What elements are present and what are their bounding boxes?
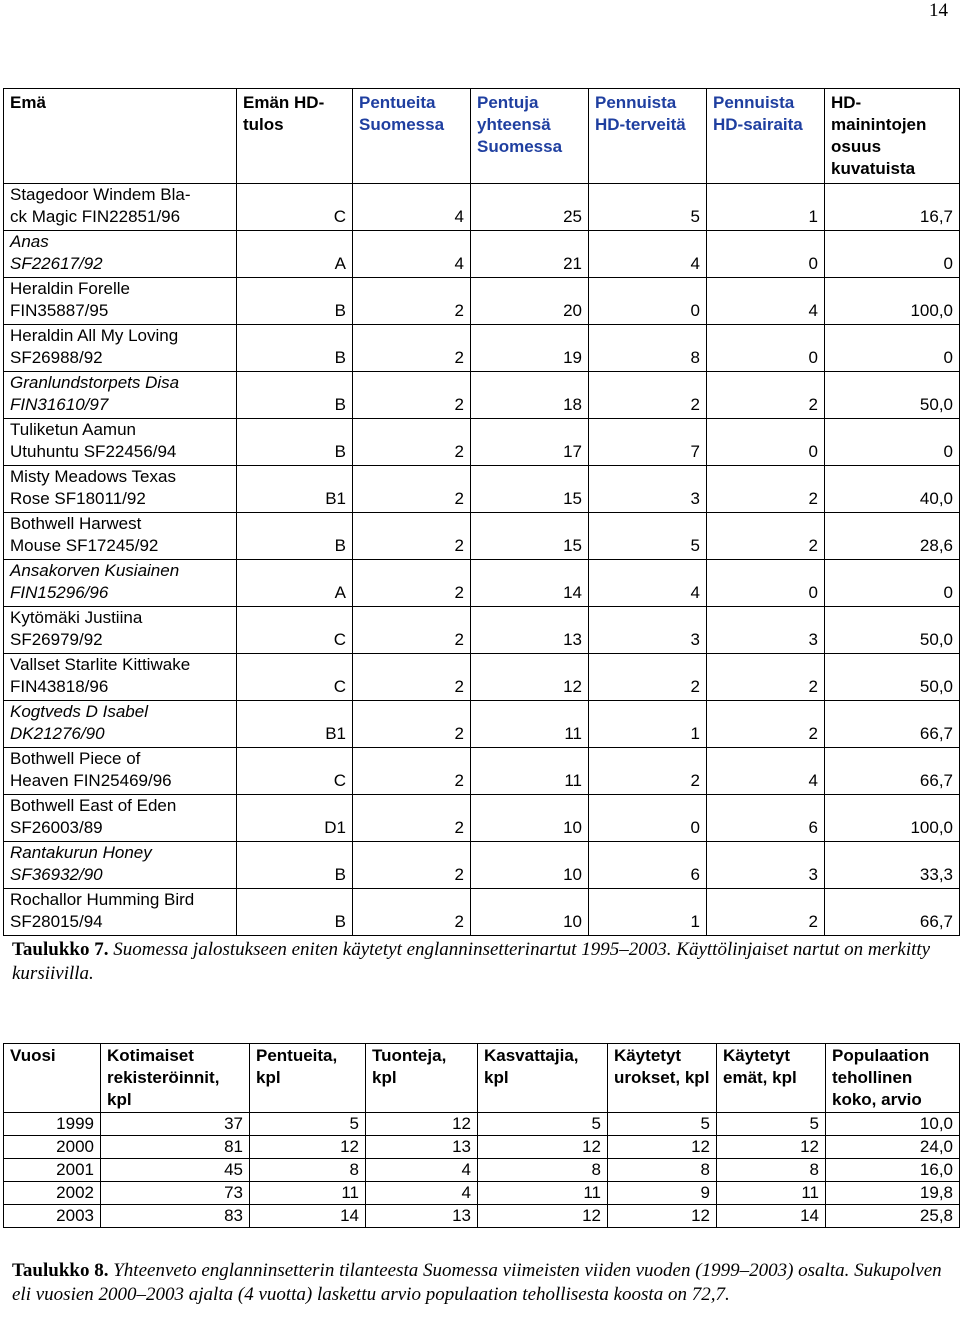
dam-name-cell	[4, 560, 237, 607]
effective-size-cell: 16,0	[826, 1159, 960, 1182]
dam-name-line-2: SF26979/92	[10, 630, 103, 649]
breeders-cell: 5	[478, 1113, 608, 1136]
table-row	[4, 184, 960, 231]
registrations-cell: 73	[101, 1182, 250, 1205]
table-7-caption	[12, 938, 942, 986]
pups-cell: 21	[471, 231, 589, 278]
share-cell: 40,0	[825, 466, 960, 513]
dam-name-cell	[4, 325, 237, 372]
table-row	[4, 278, 960, 325]
share-cell: 100,0	[825, 795, 960, 842]
table-8-header-dams: Käytetyt emät, kpl	[717, 1044, 826, 1113]
dam-name-line-2: FIN35887/95	[10, 301, 109, 320]
pups-cell: 10	[471, 842, 589, 889]
table-row	[4, 1205, 960, 1228]
healthy-cell: 2	[589, 372, 707, 419]
dam-hd-cell: A	[237, 560, 353, 607]
healthy-cell: 2	[589, 748, 707, 795]
share-cell: 66,7	[825, 701, 960, 748]
dam-name-line-1: Granlundstorpets Disa	[10, 373, 180, 392]
dam-hd-cell: B1	[237, 701, 353, 748]
dam-name-cell	[4, 184, 237, 231]
pups-cell: 17	[471, 419, 589, 466]
dam-name-cell	[4, 231, 237, 278]
sires-cell: 5	[608, 1113, 717, 1136]
dam-hd-cell: B	[237, 513, 353, 560]
litters-cell: 2	[353, 560, 471, 607]
dam-name-line-1: Kogtveds D Isabel	[10, 702, 148, 721]
dams-cell: 14	[717, 1205, 826, 1228]
share-cell: 0	[825, 419, 960, 466]
dam-name-cell	[4, 889, 237, 936]
healthy-cell: 5	[589, 513, 707, 560]
table-row	[4, 372, 960, 419]
pups-cell: 15	[471, 466, 589, 513]
table-8-caption-label: Taulukko 8.	[12, 1260, 109, 1281]
dam-name-line-2: SF28015/94	[10, 912, 103, 931]
litters-cell: 2	[353, 513, 471, 560]
table-8-header-sires: Käytetyt urokset, kpl	[608, 1044, 717, 1113]
dam-name-line-2: Mouse SF17245/92	[10, 536, 159, 555]
dam-name-line-1: Heraldin Forelle	[10, 279, 130, 298]
table-7-caption-text: Suomessa jalostukseen eniten käytetyt englanninsetterinartut 1995–2003. Käyttölinjaiset nartut on merkitty kursiivilla.	[12, 939, 931, 984]
dam-name-line-2: Rose SF18011/92	[10, 489, 146, 508]
dam-hd-cell: B	[237, 889, 353, 936]
dams-cell: 8	[717, 1159, 826, 1182]
dam-name-cell	[4, 842, 237, 889]
dam-hd-cell: A	[237, 231, 353, 278]
registrations-cell: 45	[101, 1159, 250, 1182]
pups-cell: 20	[471, 278, 589, 325]
healthy-cell: 1	[589, 889, 707, 936]
sires-cell: 12	[608, 1136, 717, 1159]
imports-cell: 4	[366, 1159, 478, 1182]
healthy-cell: 0	[589, 278, 707, 325]
table-row	[4, 513, 960, 560]
dam-hd-cell: C	[237, 607, 353, 654]
healthy-cell: 6	[589, 842, 707, 889]
dam-name-line-2: Utuhuntu SF22456/94	[10, 442, 177, 461]
dam-name-cell	[4, 513, 237, 560]
table-7-header-dam-hd: Emän HD-tulos	[237, 89, 353, 184]
share-cell: 50,0	[825, 372, 960, 419]
table-8-header-row	[4, 1044, 960, 1113]
dam-name-line-2: SF26988/92	[10, 348, 103, 367]
effective-size-cell: 19,8	[826, 1182, 960, 1205]
pups-cell: 13	[471, 607, 589, 654]
table-7-caption-label: Taulukko 7.	[12, 939, 109, 960]
table-row	[4, 466, 960, 513]
table-row	[4, 654, 960, 701]
table-8-header-breeders: Kasvattajia, kpl	[478, 1044, 608, 1113]
imports-cell: 13	[366, 1205, 478, 1228]
pups-cell: 12	[471, 654, 589, 701]
dam-name-line-1: Bothwell Harwest	[10, 514, 142, 533]
table-8-header-effective-size: Populaation tehollinen koko, arvio	[826, 1044, 960, 1113]
healthy-cell: 2	[589, 654, 707, 701]
pups-cell: 19	[471, 325, 589, 372]
pups-cell: 10	[471, 795, 589, 842]
share-cell: 66,7	[825, 889, 960, 936]
share-cell: 0	[825, 560, 960, 607]
sick-cell: 6	[707, 795, 825, 842]
effective-size-cell: 10,0	[826, 1113, 960, 1136]
healthy-cell: 8	[589, 325, 707, 372]
sick-cell: 2	[707, 466, 825, 513]
dam-name-cell	[4, 419, 237, 466]
healthy-cell: 0	[589, 795, 707, 842]
dam-name-cell	[4, 278, 237, 325]
sick-cell: 0	[707, 419, 825, 466]
dam-hd-cell: B	[237, 325, 353, 372]
litters-cell: 2	[353, 419, 471, 466]
breeders-cell: 12	[478, 1136, 608, 1159]
sick-cell: 2	[707, 372, 825, 419]
table-row	[4, 1136, 960, 1159]
litters-cell: 2	[353, 795, 471, 842]
year-cell: 2003	[4, 1205, 101, 1228]
dam-hd-cell: B	[237, 372, 353, 419]
dam-name-line-2: FIN43818/96	[10, 677, 109, 696]
sires-cell: 12	[608, 1205, 717, 1228]
dam-name-line-1: Anas	[10, 232, 49, 251]
dam-name-line-2: FIN31610/97	[10, 395, 109, 414]
dam-name-line-2: SF26003/89	[10, 818, 103, 837]
year-cell: 2001	[4, 1159, 101, 1182]
registrations-cell: 81	[101, 1136, 250, 1159]
dam-name-line-1: Ansakorven Kusiainen	[10, 561, 180, 580]
healthy-cell: 4	[589, 560, 707, 607]
healthy-cell: 4	[589, 231, 707, 278]
litters-cell: 14	[250, 1205, 366, 1228]
sick-cell: 0	[707, 231, 825, 278]
share-cell: 66,7	[825, 748, 960, 795]
table-7-header-pups: Pentuja yhteensä Suomessa	[471, 89, 589, 184]
table-7-header-litters: Pentueita Suomessa	[353, 89, 471, 184]
year-cell: 2002	[4, 1182, 101, 1205]
litters-cell: 5	[250, 1113, 366, 1136]
litters-cell: 4	[353, 231, 471, 278]
table-7-header-share: HD-mainintojen osuus kuvatuista	[825, 89, 960, 184]
litters-cell: 4	[353, 184, 471, 231]
table-8-header-imports: Tuonteja, kpl	[366, 1044, 478, 1113]
dam-name-line-1: Bothwell Piece of	[10, 749, 141, 768]
table-8-header-registrations: Kotimaiset rekisteröinnit, kpl	[101, 1044, 250, 1113]
healthy-cell: 3	[589, 607, 707, 654]
table-7-header-healthy: Pennuista HD-terveitä	[589, 89, 707, 184]
table-8-caption	[12, 1259, 942, 1307]
breeders-cell: 8	[478, 1159, 608, 1182]
dam-hd-cell: C	[237, 184, 353, 231]
litters-cell: 2	[353, 372, 471, 419]
table-7	[3, 88, 960, 936]
pups-cell: 10	[471, 889, 589, 936]
dam-name-line-1: Vallset Starlite Kittiwake	[10, 655, 191, 674]
sick-cell: 3	[707, 607, 825, 654]
dam-name-line-1: Misty Meadows Texas	[10, 467, 176, 486]
table-row	[4, 1113, 960, 1136]
dams-cell: 12	[717, 1136, 826, 1159]
share-cell: 0	[825, 325, 960, 372]
dam-hd-cell: D1	[237, 795, 353, 842]
sires-cell: 8	[608, 1159, 717, 1182]
table-7-header-sick: Pennuista HD-sairaita	[707, 89, 825, 184]
table-7-header-dam: Emä	[4, 89, 237, 184]
pups-cell: 18	[471, 372, 589, 419]
dam-name-cell	[4, 748, 237, 795]
dam-name-line-2: Heaven FIN25469/96	[10, 771, 172, 790]
litters-cell: 2	[353, 278, 471, 325]
dam-name-line-1: Tuliketun Aamun	[10, 420, 136, 439]
dam-name-cell	[4, 654, 237, 701]
healthy-cell: 1	[589, 701, 707, 748]
dam-hd-cell: C	[237, 654, 353, 701]
share-cell: 50,0	[825, 607, 960, 654]
effective-size-cell: 24,0	[826, 1136, 960, 1159]
table-row	[4, 419, 960, 466]
table-row	[4, 325, 960, 372]
dam-name-line-1: Rochallor Humming Bird	[10, 890, 195, 909]
table-row	[4, 795, 960, 842]
dam-hd-cell: B1	[237, 466, 353, 513]
litters-cell: 8	[250, 1159, 366, 1182]
table-row	[4, 889, 960, 936]
share-cell: 100,0	[825, 278, 960, 325]
share-cell: 28,6	[825, 513, 960, 560]
dam-name-line-1: Heraldin All My Loving	[10, 326, 179, 345]
dam-name-line-2: SF36932/90	[10, 865, 103, 884]
sick-cell: 4	[707, 748, 825, 795]
year-cell: 2000	[4, 1136, 101, 1159]
healthy-cell: 7	[589, 419, 707, 466]
dam-name-cell	[4, 466, 237, 513]
table-row	[4, 842, 960, 889]
sick-cell: 1	[707, 184, 825, 231]
imports-cell: 13	[366, 1136, 478, 1159]
healthy-cell: 3	[589, 466, 707, 513]
year-cell: 1999	[4, 1113, 101, 1136]
table-row	[4, 748, 960, 795]
pups-cell: 25	[471, 184, 589, 231]
table-row	[4, 231, 960, 278]
litters-cell: 2	[353, 842, 471, 889]
litters-cell: 2	[353, 654, 471, 701]
litters-cell: 2	[353, 466, 471, 513]
sick-cell: 0	[707, 560, 825, 607]
table-7-header-row	[4, 89, 960, 184]
dam-name-line-2: ck Magic FIN22851/96	[10, 207, 181, 226]
dam-hd-cell: C	[237, 748, 353, 795]
table-row	[4, 1159, 960, 1182]
dam-name-cell	[4, 795, 237, 842]
table-row	[4, 1182, 960, 1205]
litters-cell: 12	[250, 1136, 366, 1159]
breeders-cell: 12	[478, 1205, 608, 1228]
litters-cell: 2	[353, 325, 471, 372]
share-cell: 33,3	[825, 842, 960, 889]
imports-cell: 12	[366, 1113, 478, 1136]
dam-hd-cell: B	[237, 842, 353, 889]
litters-cell: 2	[353, 607, 471, 654]
sick-cell: 4	[707, 278, 825, 325]
dam-name-line-1: Bothwell East of Eden	[10, 796, 177, 815]
healthy-cell: 5	[589, 184, 707, 231]
table-8-caption-text: Yhteenveto englanninsetterin tilanteesta Suomessa viimeisten viiden vuoden (1999–2003) osalta. Sukupolven eli vuosien 2000–2003 ajalta (4 vuotta) laskettu arvio populaation tehollisesta koosta on 72,7.	[12, 1260, 942, 1305]
dam-hd-cell: B	[237, 278, 353, 325]
litters-cell: 2	[353, 889, 471, 936]
dam-name-cell	[4, 607, 237, 654]
pups-cell: 11	[471, 701, 589, 748]
dams-cell: 11	[717, 1182, 826, 1205]
page-number: 14	[929, 0, 948, 21]
table-8-header-year: Vuosi	[4, 1044, 101, 1113]
table-8	[3, 1043, 960, 1228]
share-cell: 16,7	[825, 184, 960, 231]
litters-cell: 2	[353, 701, 471, 748]
dam-name-line-1: Stagedoor Windem Bla-	[10, 185, 191, 204]
share-cell: 50,0	[825, 654, 960, 701]
sick-cell: 2	[707, 513, 825, 560]
sick-cell: 3	[707, 842, 825, 889]
dams-cell: 5	[717, 1113, 826, 1136]
dam-name-cell	[4, 372, 237, 419]
dam-name-line-1: Kytömäki Justiina	[10, 608, 143, 627]
dam-name-line-2: FIN15296/96	[10, 583, 109, 602]
breeders-cell: 11	[478, 1182, 608, 1205]
sick-cell: 2	[707, 654, 825, 701]
sick-cell: 0	[707, 325, 825, 372]
dam-hd-cell: B	[237, 419, 353, 466]
imports-cell: 4	[366, 1182, 478, 1205]
dam-name-line-2: SF22617/92	[10, 254, 103, 273]
dam-name-line-1: Rantakurun Honey	[10, 843, 152, 862]
registrations-cell: 37	[101, 1113, 250, 1136]
dam-name-cell	[4, 701, 237, 748]
table-row	[4, 607, 960, 654]
pups-cell: 15	[471, 513, 589, 560]
sick-cell: 2	[707, 889, 825, 936]
share-cell: 0	[825, 231, 960, 278]
sires-cell: 9	[608, 1182, 717, 1205]
sick-cell: 2	[707, 701, 825, 748]
effective-size-cell: 25,8	[826, 1205, 960, 1228]
pups-cell: 11	[471, 748, 589, 795]
pups-cell: 14	[471, 560, 589, 607]
registrations-cell: 83	[101, 1205, 250, 1228]
litters-cell: 2	[353, 748, 471, 795]
table-row	[4, 701, 960, 748]
litters-cell: 11	[250, 1182, 366, 1205]
dam-name-line-2: DK21276/90	[10, 724, 105, 743]
table-8-header-litters: Pentueita, kpl	[250, 1044, 366, 1113]
table-row	[4, 560, 960, 607]
